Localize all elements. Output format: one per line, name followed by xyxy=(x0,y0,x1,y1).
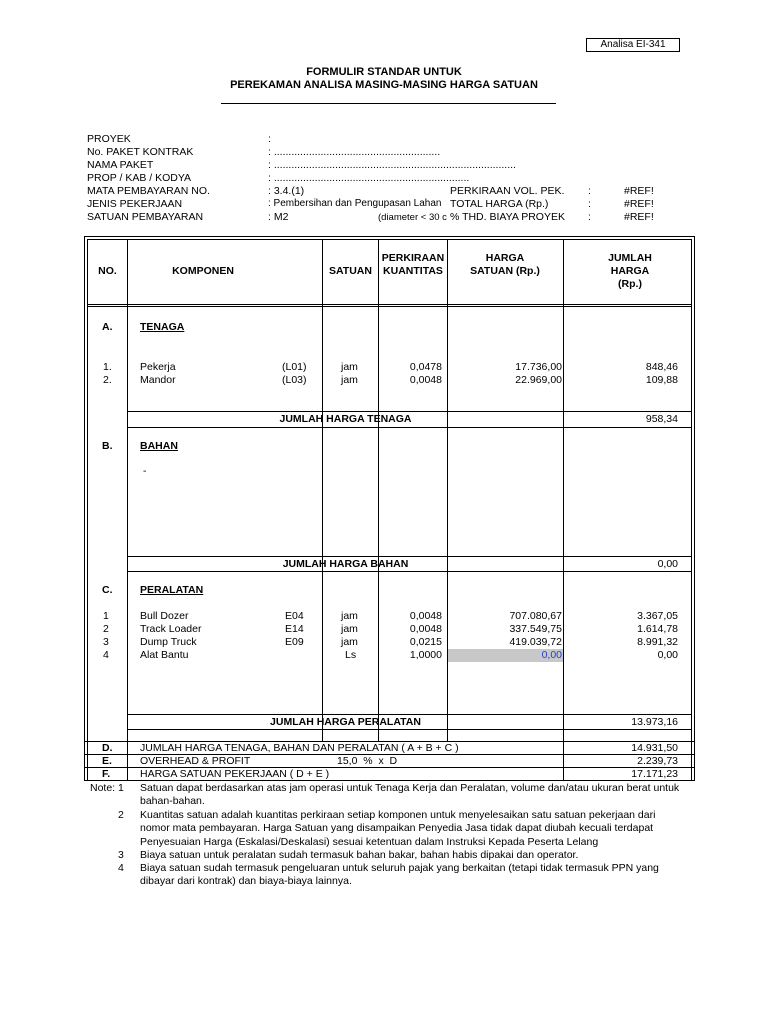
row-qty: 0,0048 xyxy=(409,374,442,386)
row-total: 8.991,32 xyxy=(637,636,678,648)
summary-f-no: F. xyxy=(102,768,111,780)
bahan-empty-dash: - xyxy=(143,465,147,477)
subtotal-bahan-value: 0,00 xyxy=(657,558,678,570)
form-title-line2: PEREKAMAN ANALISA MASING-MASING HARGA SATUAN xyxy=(230,79,538,91)
jenis-pekerjaan-value: : Pembersihan dan Pengupasan Lahan xyxy=(268,198,442,209)
row-price: 337.549,75 xyxy=(509,623,562,635)
nama-paket-label: NAMA PAKET xyxy=(87,159,154,171)
row-unit: jam xyxy=(341,374,358,386)
row-no: 1. xyxy=(103,361,112,373)
section-c-no: C. xyxy=(102,584,113,596)
nama-paket-value: : ................................................................................... xyxy=(268,159,516,171)
row-name: Pekerja xyxy=(140,361,176,373)
prop-value: : ................................................................... xyxy=(268,172,470,184)
total-harga-label: TOTAL HARGA (Rp.) xyxy=(450,198,549,210)
row-total: 848,46 xyxy=(645,361,678,373)
row-price: 707.080,67 xyxy=(509,610,562,622)
note-4: Biaya satuan sudah termasuk pengeluaran untuk seluruh pajak yang berkaitan (tetapi tidak termasuk PPN yang dibayar dari kontrak) dan biaya-biaya lainnya. xyxy=(140,862,659,888)
row-name: Bull Dozer xyxy=(140,610,189,622)
row-no: 4 xyxy=(103,649,109,661)
pct-colon: : xyxy=(588,211,591,223)
section-a-title: TENAGA xyxy=(140,321,185,333)
total-harga-value: #REF! xyxy=(624,198,654,210)
proyek-label: PROYEK xyxy=(87,133,131,145)
note-2: Kuantitas satuan adalah kuantitas perkiraan setiap komponen untuk menyelesaikan satu satuan pekerjaan dari nomor mata pembayaran. Harga Satuan yang disampaikan Penyedia Jasa tidak dapat diubah kecuali terdapat Penyesuaian Harga (Eskalasi/Deskalasi) sesuai ketentuan dalam Instruksi Kepada Peserta Lelang xyxy=(140,809,656,848)
row-code: (L01) xyxy=(282,361,307,373)
summary-d-no: D. xyxy=(102,742,113,754)
note-3: Biaya satuan untuk peralatan sudah termasuk bahan bakar, bahan habis dipakai dan operator. xyxy=(140,849,579,861)
row-no: 2 xyxy=(103,623,109,635)
row-total: 0,00 xyxy=(657,649,678,661)
row-code: E09 xyxy=(285,636,304,648)
title-underline xyxy=(221,103,556,104)
row-price: 17.736,00 xyxy=(515,361,562,373)
note-1: Satuan dapat berdasarkan atas jam operasi untuk Tenaga Kerja dan Peralatan, volume dan/atau ukuran berat untuk bahan-bahan. xyxy=(140,782,680,808)
note-prefix: Note: 1 xyxy=(90,782,124,794)
diameter-note: (diameter < 30 c xyxy=(378,212,447,223)
vol-value: #REF! xyxy=(624,185,654,197)
prop-label: PROP / KAB / KODYA xyxy=(87,172,192,184)
summary-f-label: HARGA SATUAN PEKERJAAN ( D + E ) xyxy=(140,768,330,780)
summary-d-label: JUMLAH HARGA TENAGA, BAHAN DAN PERALATAN ( A + B + C ) xyxy=(140,742,459,754)
note-3-no: 3 xyxy=(118,849,124,861)
mata-pembayaran-value: : 3.4.(1) xyxy=(268,185,305,197)
row-total: 3.367,05 xyxy=(637,610,678,622)
row-code: E14 xyxy=(285,623,304,635)
row-price: 22.969,00 xyxy=(515,374,562,386)
subtotal-tenaga-label: JUMLAH HARGA TENAGA xyxy=(279,413,412,425)
row-no: 3 xyxy=(103,636,109,648)
summary-e-rate: 15,0 % x D xyxy=(337,755,398,767)
row-name: Dump Truck xyxy=(140,636,197,648)
subtotal-bahan-label: JUMLAH HARGA BAHAN xyxy=(282,558,409,570)
row-code: E04 xyxy=(285,610,304,622)
col-no: NO. xyxy=(98,265,117,277)
subtotal-tenaga-value: 958,34 xyxy=(645,413,678,425)
form-code: Analisa EI-341 xyxy=(586,38,680,52)
summary-d-value: 14.931,50 xyxy=(631,742,678,754)
satuan-pembayaran-label: SATUAN PEMBAYARAN xyxy=(87,211,204,223)
vol-label: PERKIRAAN VOL. PEK. xyxy=(450,185,565,197)
summary-e-value: 2.239,73 xyxy=(637,755,678,767)
summary-e-no: E. xyxy=(102,755,112,767)
col-harga-satuan: HARGA SATUAN (Rp.) xyxy=(470,252,540,277)
total-harga-colon: : xyxy=(588,198,591,210)
row-qty: 1,0000 xyxy=(409,649,442,661)
subtotal-peralatan-value: 13.973,16 xyxy=(631,716,678,728)
jenis-pekerjaan-label: JENIS PEKERJAAN xyxy=(87,198,183,210)
col-kuantitas: PERKIRAAN KUANTITAS xyxy=(381,252,445,277)
col-satuan: SATUAN xyxy=(329,265,372,277)
row-price: 0,00 xyxy=(541,649,562,661)
row-total: 109,88 xyxy=(645,374,678,386)
row-qty: 0,0215 xyxy=(409,636,442,648)
row-unit: jam xyxy=(341,610,358,622)
subtotal-peralatan-label: JUMLAH HARGA PERALATAN xyxy=(270,716,421,728)
note-2-no: 2 xyxy=(118,809,124,821)
row-name: Alat Bantu xyxy=(140,649,189,661)
row-no: 1 xyxy=(103,610,109,622)
col-komponen: KOMPONEN xyxy=(172,265,234,277)
row-no: 2. xyxy=(103,374,112,386)
row-unit: jam xyxy=(341,636,358,648)
paket-kontrak-label: No. PAKET KONTRAK xyxy=(87,146,194,158)
row-unit: jam xyxy=(341,361,358,373)
row-name: Track Loader xyxy=(140,623,202,635)
form-title-line1: FORMULIR STANDAR UNTUK xyxy=(306,66,462,78)
row-total: 1.614,78 xyxy=(637,623,678,635)
note-4-no: 4 xyxy=(118,862,124,874)
row-name: Mandor xyxy=(140,374,176,386)
row-price: 419.039,72 xyxy=(509,636,562,648)
pct-label: % THD. BIAYA PROYEK xyxy=(450,211,565,223)
row-unit: Ls xyxy=(345,649,357,661)
row-code: (L03) xyxy=(282,374,307,386)
pct-value: #REF! xyxy=(624,211,654,223)
mata-pembayaran-label: MATA PEMBAYARAN NO. xyxy=(87,185,210,197)
summary-e-label: OVERHEAD & PROFIT xyxy=(140,755,251,767)
section-b-no: B. xyxy=(102,440,113,452)
row-qty: 0,0048 xyxy=(409,610,442,622)
vol-colon: : xyxy=(588,185,591,197)
summary-f-value: 17.171,23 xyxy=(631,768,678,780)
section-c-title: PERALATAN xyxy=(140,584,204,596)
section-a-no: A. xyxy=(102,321,113,333)
section-b-title: BAHAN xyxy=(140,440,178,452)
row-qty: 0,0478 xyxy=(409,361,442,373)
col-jumlah: JUMLAH HARGA (Rp.) xyxy=(608,252,652,290)
paket-kontrak-value: : ......................................................... xyxy=(268,146,441,158)
proyek-value: : xyxy=(268,133,271,145)
row-unit: jam xyxy=(341,623,358,635)
satuan-pembayaran-value: : M2 xyxy=(268,211,289,223)
row-qty: 0,0048 xyxy=(409,623,442,635)
